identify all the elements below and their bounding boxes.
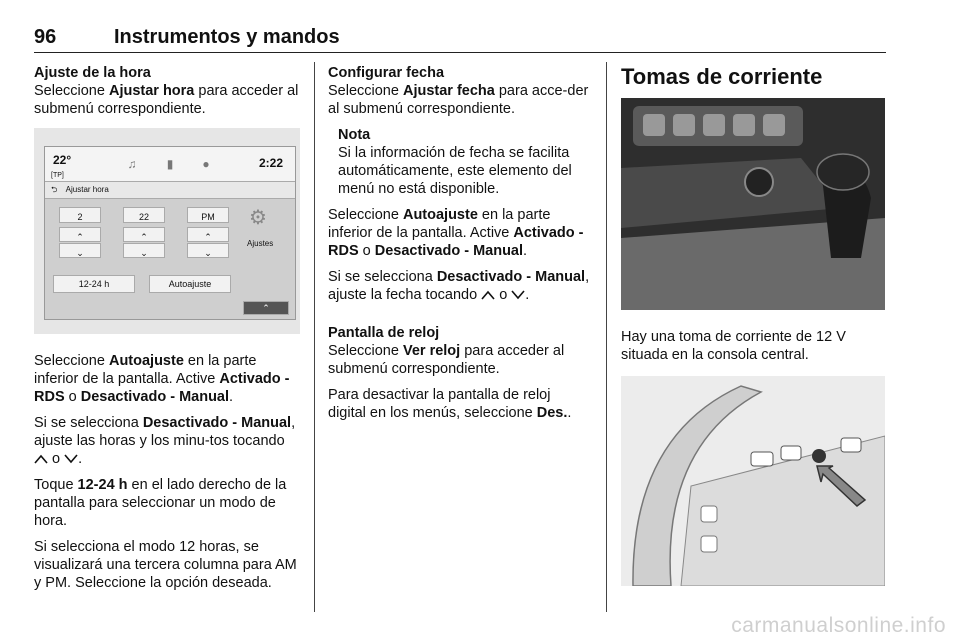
console-illustration	[621, 98, 885, 310]
figure-center-console-socket	[621, 98, 885, 310]
chevron-up-icon	[34, 454, 48, 464]
autoajuste-button[interactable]: Autoajuste	[149, 275, 231, 293]
paragraph: Si selecciona el modo 12 horas, se visualizará una tercera columna para AM y PM. Seleccione la opción deseada.	[34, 539, 297, 591]
screen-clock: 2:22	[258, 156, 283, 170]
paragraph: Si se selecciona Desactivado - Manual, ajuste las horas y los minu-tos tocando o .	[34, 415, 296, 467]
ampm-up-button[interactable]: ⌃	[187, 227, 229, 242]
paragraph: Seleccione Ajustar fecha para acce-der al submenú correspondiente.	[328, 83, 589, 117]
minute-up-button[interactable]: ⌃	[123, 227, 165, 242]
screen-temperature: 22°	[53, 153, 72, 167]
paragraph: Seleccione Autoajuste en la parte inferior de la pantalla. Active Activado - RDS o Desactivado - Manual.	[328, 207, 584, 259]
footer-logo: carmanualsonline.info	[731, 614, 946, 637]
paragraph: Hay una toma de corriente de 12 V situada en la consola central.	[621, 329, 846, 363]
minute-value: 22	[123, 207, 165, 223]
paragraph: Para desactivar la pantalla de reloj digital en los menús, seleccione Des..	[328, 387, 572, 421]
column-2	[328, 64, 592, 430]
screen-tp-indicator: [TP]	[51, 172, 64, 179]
hour-up-button[interactable]: ⌃	[59, 227, 101, 242]
ampm-value: PM	[187, 207, 229, 223]
note-block	[328, 126, 592, 198]
hour-value: 2	[59, 207, 101, 223]
figure-clock-settings-screen	[34, 128, 300, 334]
section-title: Tomas de corriente	[621, 64, 823, 89]
touchscreen	[44, 146, 296, 320]
collapse-button[interactable]: ⌃	[243, 301, 289, 315]
ampm-down-button[interactable]: ⌄	[187, 243, 229, 258]
paragraph: Seleccione Autoajuste en la parte inferior de la pantalla. Active Activado - RDS o Desactivado - Manual.	[34, 353, 290, 405]
column-divider-1	[314, 62, 315, 612]
paragraph: Si se selecciona Desactivado - Manual, ajuste la fecha tocando o .	[328, 269, 590, 303]
column-divider-2	[606, 62, 607, 612]
trunk-illustration	[621, 376, 885, 586]
chevron-down-icon	[511, 290, 525, 300]
heading-pantalla-reloj: Pantalla de reloj	[328, 325, 440, 341]
paragraph: Seleccione Ver reloj para acceder al submenú correspondiente.	[328, 343, 565, 377]
screen-top-bar	[45, 147, 295, 182]
music-icon: ♫	[127, 157, 137, 171]
back-arrow-icon: ⮌	[51, 185, 58, 194]
header-rule	[34, 52, 886, 53]
paragraph: Toque 12-24 h en el lado derecho de la pantalla para seleccionar un modo de hora.	[34, 477, 287, 529]
page-number: 96	[34, 26, 57, 48]
phone-icon: ▮	[166, 157, 174, 171]
navigation-icon: ●	[202, 157, 210, 171]
note-text: Si la información de fecha se facilita automáticamente, este elemento del menú no está disponible.	[338, 145, 572, 197]
heading-ajuste-hora: Ajuste de la hora	[34, 65, 151, 81]
12-24h-button[interactable]: 12-24 h	[53, 275, 135, 293]
figure-trunk-socket	[621, 376, 885, 586]
column-1	[34, 64, 302, 600]
gear-icon: ⚙	[249, 207, 267, 229]
heading-configurar-fecha: Configurar fecha	[328, 65, 445, 81]
note-title: Nota	[338, 127, 371, 143]
running-head: Instrumentos y mandos	[114, 26, 340, 48]
screen-back-bar	[45, 182, 295, 199]
column-3	[621, 64, 885, 604]
ajustes-label: Ajustes	[247, 239, 274, 248]
paragraph: Seleccione Ajustar hora para acceder al submenú correspondiente.	[34, 83, 299, 117]
back-label: Ajustar hora	[65, 185, 109, 194]
minute-down-button[interactable]: ⌄	[123, 243, 165, 258]
hour-down-button[interactable]: ⌄	[59, 243, 101, 258]
chevron-down-icon	[64, 454, 78, 464]
chevron-up-icon	[481, 290, 495, 300]
